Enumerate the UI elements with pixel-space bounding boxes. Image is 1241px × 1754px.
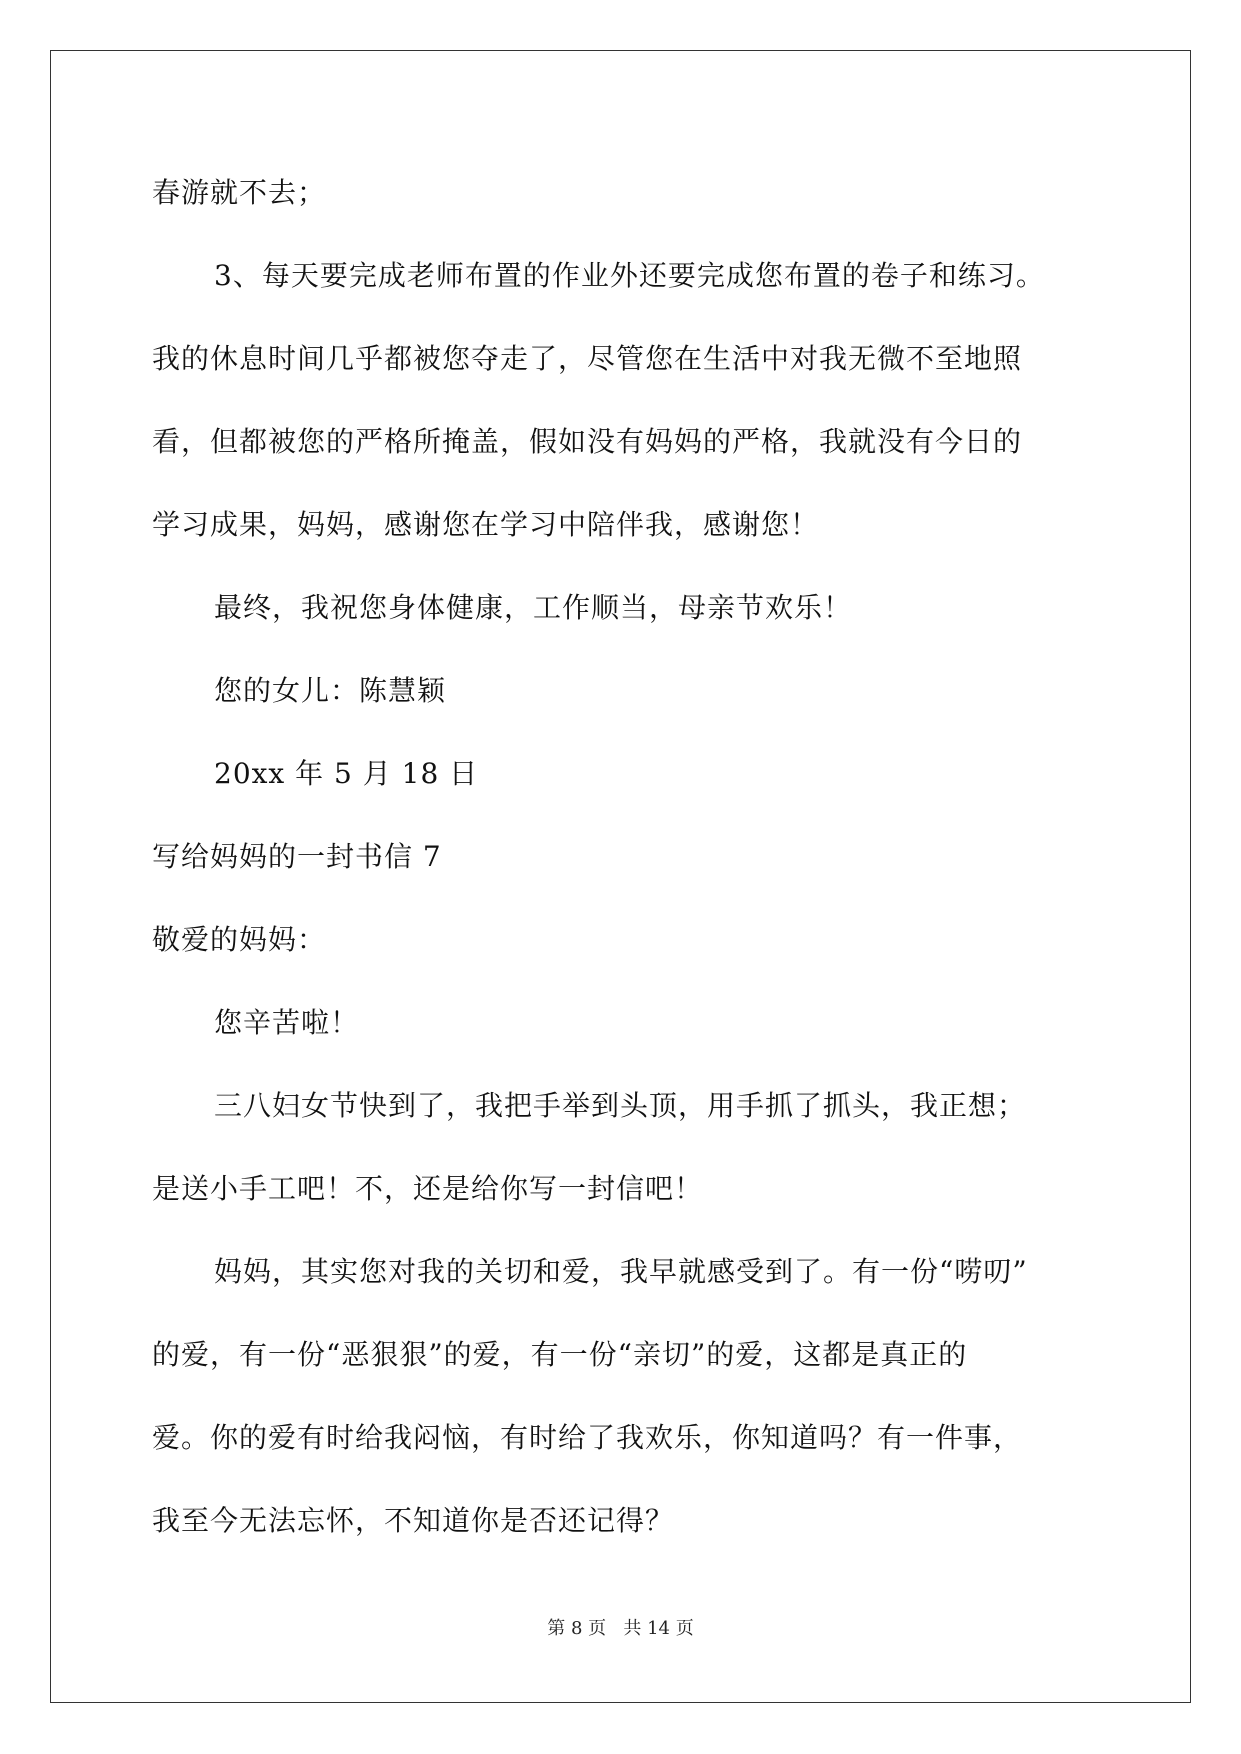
letter-date: 20xx 年 5 月 18 日 bbox=[214, 757, 479, 790]
body-line: 爱。你的爱有时给我闷恼，有时给了我欢乐，你知道吗？有一件事， bbox=[152, 1421, 1023, 1454]
body-line: 春游就不去； bbox=[152, 176, 327, 209]
body-line: 的爱，有一份“恶狠狠”的爱，有一份“亲切”的爱，这都是真正的 bbox=[152, 1338, 968, 1371]
body-line: 三八妇女节快到了，我把手举到头顶，用手抓了抓头，我正想； bbox=[214, 1089, 1027, 1122]
body-line: 我至今无法忘怀，不知道你是否还记得？ bbox=[152, 1504, 675, 1537]
page-number: 第 8 页 bbox=[547, 1618, 607, 1639]
body-line: 学习成果，妈妈，感谢您在学习中陪伴我，感谢您！ bbox=[152, 508, 820, 541]
body-line: 妈妈，其实您对我的关切和爱，我早就感受到了。有一份“唠叨” bbox=[214, 1255, 1028, 1288]
body-line: 是送小手工吧！不，还是给你写一封信吧！ bbox=[152, 1172, 704, 1205]
body-line: 我的休息时间几乎都被您夺走了，尽管您在生活中对我无微不至地照 bbox=[152, 342, 1023, 375]
signature: 您的女儿：陈慧颖 bbox=[214, 674, 447, 707]
salutation: 敬爱的妈妈： bbox=[152, 923, 327, 956]
body-line: 3、每天要完成老师布置的作业外还要完成您布置的卷子和练习。 bbox=[214, 259, 1045, 292]
page-total: 共 14 页 bbox=[623, 1618, 694, 1639]
section-title: 写给妈妈的一封书信 7 bbox=[152, 840, 442, 873]
body-line: 您辛苦啦！ bbox=[214, 1006, 360, 1039]
closing-wish: 最终，我祝您身体健康，工作顺当，母亲节欢乐！ bbox=[214, 591, 853, 624]
body-line: 看，但都被您的严格所掩盖，假如没有妈妈的严格，我就没有今日的 bbox=[152, 425, 1023, 458]
page-footer bbox=[0, 1618, 1241, 1640]
